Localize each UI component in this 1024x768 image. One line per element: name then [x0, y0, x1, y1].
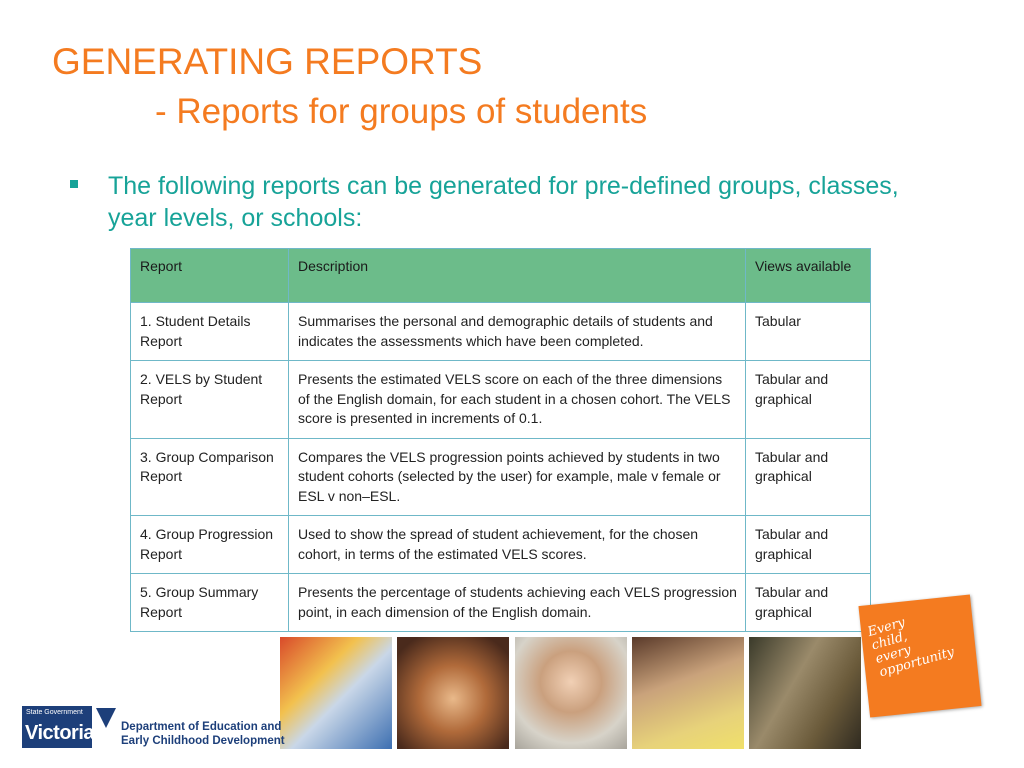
cell-report: 2. VELS by Student Report: [131, 361, 289, 439]
photo-boy: [515, 637, 627, 749]
photo-painted-hands: [397, 637, 509, 749]
cell-views: Tabular and graphical: [746, 361, 871, 439]
cell-views: Tabular: [746, 303, 871, 361]
header-report: Report: [131, 249, 289, 303]
triangle-mark-icon: [96, 708, 116, 728]
cell-views: Tabular and graphical: [746, 574, 871, 632]
cell-report: 1. Student Details Report: [131, 303, 289, 361]
cell-views: Tabular and graphical: [746, 516, 871, 574]
cell-report: 3. Group Comparison Report: [131, 438, 289, 516]
cell-views: Tabular and graphical: [746, 438, 871, 516]
slide-title: GENERATING REPORTS: [52, 41, 483, 82]
reports-table: [130, 248, 871, 632]
slide-subtitle: - Reports for groups of students: [155, 92, 648, 131]
photo-teacher-student: [632, 637, 744, 749]
table-row: [131, 438, 871, 516]
photo-teen: [749, 637, 861, 749]
table-row: [131, 516, 871, 574]
cell-report: 4. Group Progression Report: [131, 516, 289, 574]
table-header-row: [131, 249, 871, 303]
tagline-text: Every child, every opportunity: [866, 615, 957, 681]
square-bullet-icon: [70, 180, 78, 188]
cell-description: Presents the percentage of students achieving each VELS progression point, in each dimension of the English domain.: [289, 574, 746, 632]
table-row: [131, 303, 871, 361]
cell-description: Summarises the personal and demographic details of students and indicates the assessments which have been completed.: [289, 303, 746, 361]
logo-department-line2: Early Childhood Development: [121, 735, 285, 747]
cell-description: Used to show the spread of student achievement, for the chosen cohort, in terms of the estimated VELS scores.: [289, 516, 746, 574]
bullet-text: The following reports can be generated for pre-defined groups, classes, year levels, or schools:: [108, 172, 899, 232]
logo-state-government: State Government: [26, 709, 83, 716]
victoria-logo-box: [22, 706, 92, 748]
table-row: [131, 361, 871, 439]
table-row: [131, 574, 871, 632]
cell-report: 5. Group Summary Report: [131, 574, 289, 632]
logo-victoria: Victoria: [25, 722, 94, 744]
cell-description: Presents the estimated VELS score on each of the three dimensions of the English domain, for each student in a chosen cohort. The VELS score is presented in increments of 0.1.: [289, 361, 746, 439]
cell-description: Compares the VELS progression points achieved by students in two student cohorts (selected by the user) for example, male v female or ESL v non–ESL.: [289, 438, 746, 516]
tagline-badge: [858, 594, 981, 717]
logo-department-line1: Department of Education and: [121, 721, 282, 733]
header-description: Description: [289, 249, 746, 303]
photo-baby: [280, 637, 392, 749]
header-views: Views available: [746, 249, 871, 303]
